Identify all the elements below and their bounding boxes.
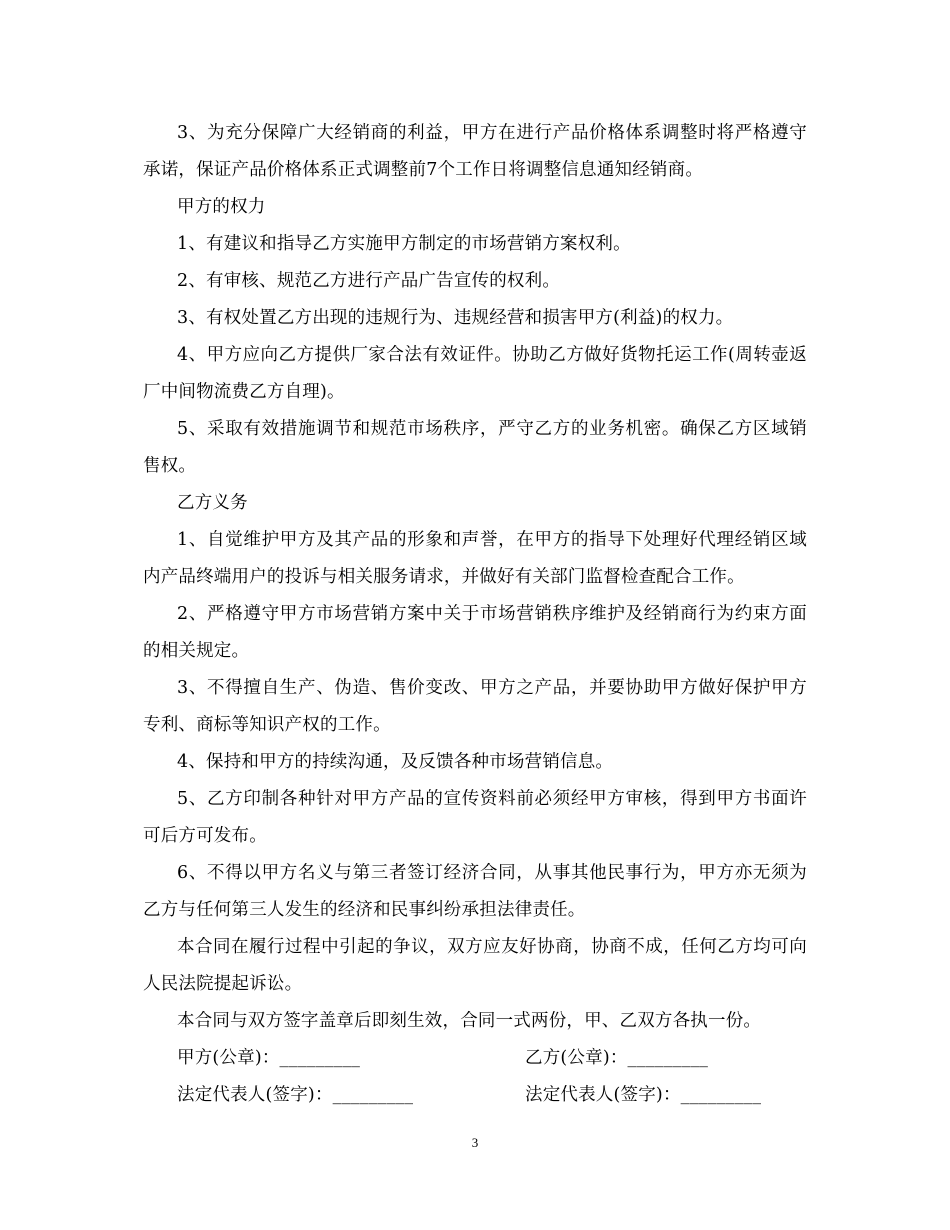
paragraph-a-right-3: 3、有权处置乙方出现的违规行为、违规经营和损害甲方(利益)的权力。 [177,308,734,328]
page-number: 3 [471,1135,479,1150]
party-b-representative-line: 法定代表人(签字)：_________ [525,1085,762,1105]
section-heading-party-a-rights: 甲方的权力 [177,197,266,217]
paragraph-b-obligation-6: 6、不得以甲方名义与第三者签订经济合同，从事其他民事行为，甲方亦无须为乙方与任何第三人发生的经济和民事纠纷承担法律责任。 [143,863,807,920]
party-a-representative-line: 法定代表人(签字)：_________ [177,1085,414,1105]
paragraph-a-right-1: 1、有建议和指导乙方实施甲方制定的市场营销方案权利。 [177,234,631,254]
signature-row-seal [143,1040,807,1077]
paragraph-b-obligation-2: 2、严格遵守甲方市场营销方案中关于市场营销秩序维护及经销商行为约束方面的相关规定。 [143,604,807,661]
signature-row-representative [143,1077,807,1114]
paragraph-b-obligation-3: 3、不得擅自生产、伪造、售价变改、甲方之产品，并要协助甲方做好保护甲方专利、商标等知识产权的工作。 [143,678,807,735]
paragraph-dispute-clause: 本合同在履行过程中引起的争议，双方应友好协商，协商不成，任何乙方均可向人民法院提起诉讼。 [143,937,807,994]
section-heading-party-b-obligations: 乙方义务 [177,493,248,513]
paragraph-effective-clause: 本合同与双方签字盖章后即刻生效，合同一式两份，甲、乙双方各执一份。 [177,1011,762,1031]
paragraph-a-right-2: 2、有审核、规范乙方进行产品广告宣传的权利。 [177,271,561,291]
document-body [143,115,807,1114]
paragraph-b-obligation-1: 1、自觉维护甲方及其产品的形象和声誉，在甲方的指导下处理好代理经销区域内产品终端用户的投诉与相关服务请求，并做好有关部门监督检查配合工作。 [143,530,807,587]
paragraph-a-right-5: 5、采取有效措施调节和规范市场秩序，严守乙方的业务机密。确保乙方区域销售权。 [143,419,807,476]
paragraph-a-right-4: 4、甲方应向乙方提供厂家合法有效证件。协助乙方做好货物托运工作(周转壶返厂中间物流费乙方自理)。 [143,345,807,402]
party-a-seal-line: 甲方(公章)：_________ [177,1048,361,1068]
paragraph-b-obligation-5: 5、乙方印制各种针对甲方产品的宣传资料前必须经甲方审核，得到甲方书面许可后方可发布。 [143,789,807,846]
paragraph-b-obligation-4: 4、保持和甲方的持续沟通，及反馈各种市场营销信息。 [177,752,614,772]
party-b-seal-line: 乙方(公章)：_________ [525,1048,709,1068]
paragraph-price-adjustment: 3、为充分保障广大经销商的利益，甲方在进行产品价格体系调整时将严格遵守承诺，保证产品价格体系正式调整前7个工作日将调整信息通知经销商。 [143,123,807,180]
